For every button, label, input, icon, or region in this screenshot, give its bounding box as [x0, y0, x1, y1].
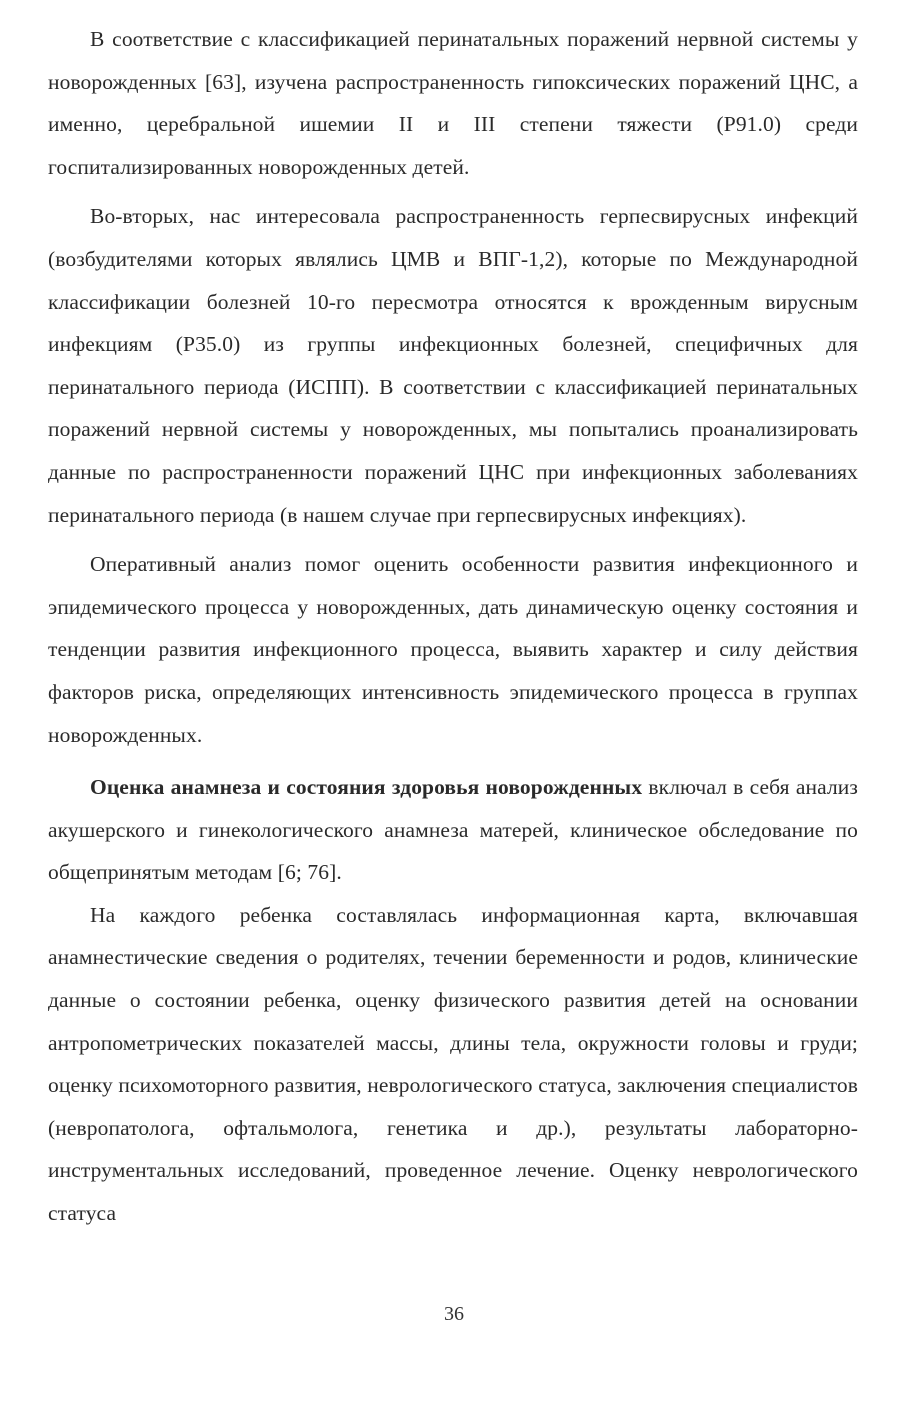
- paragraph-herpesvirus: Во-вторых, нас интересовала распространенность герпесвирусных инфекций (возбудителями которых являлись ЦМВ и ВПГ-1,2), которые по Международной классификации болезней 10-го пересмотра относятся к врожденным вирусным инфекциям (Р35.0) из группы инфекционных болезней, специфичных для перинатального периода (ИСПП). В соответствии с классификацией перинатальных поражений нервной системы у новорожденных, мы попытались проанализировать данные по распространенности поражений ЦНС при инфекционных заболеваниях перинатального периода (в нашем случае при герпесвирусных инфекциях).: [48, 204, 858, 527]
- paragraph-anamnesis: [48, 766, 858, 894]
- anamnesis-text: включал в себя анализ акушерского и гинекологического анамнеза матерей, клиническое обследование по общепринятым методам [6; 76].: [48, 775, 859, 885]
- paragraph-operative-analysis: Оперативный анализ помог оценить особенности развития инфекционного и эпидемического процесса у новорожденных, дать динамическую оценку состояния и тенденции развития инфекционного процесса, выявить характер и силу действия факторов риска, определяющих интенсивность эпидемического процесса в группах новорожденных.: [48, 552, 858, 747]
- anamnesis-heading: Оценка анамнеза и состояния здоровья новорожденных: [90, 775, 643, 800]
- paragraph-classification: В соответствие с классификацией перинатальных поражений нервной системы у новорожденных [63], изучена распространенность гипоксических поражений ЦНС, а именно, церебральной ишемии II и III степени тяжести (Р91.0) среди госпитализированных новорожденных детей.: [48, 27, 858, 179]
- body-text: [48, 18, 858, 1235]
- page-number: 36: [444, 1303, 464, 1325]
- paragraph-information-card: На каждого ребенка составлялась информационная карта, включавшая анамнестические сведения о родителях, течении беременности и родов, клинические данные о состоянии ребенка, оценку физического развития детей на основании антропометрических показателей массы, длины тела, окружности головы и груди; оценку психомоторного развития, неврологического статуса, заключения специалистов (невропатолога, офтальмолога, генетика и др.), результаты лабораторно-инструментальных исследований, проведенное лечение. Оценку неврологического статуса: [48, 902, 858, 1226]
